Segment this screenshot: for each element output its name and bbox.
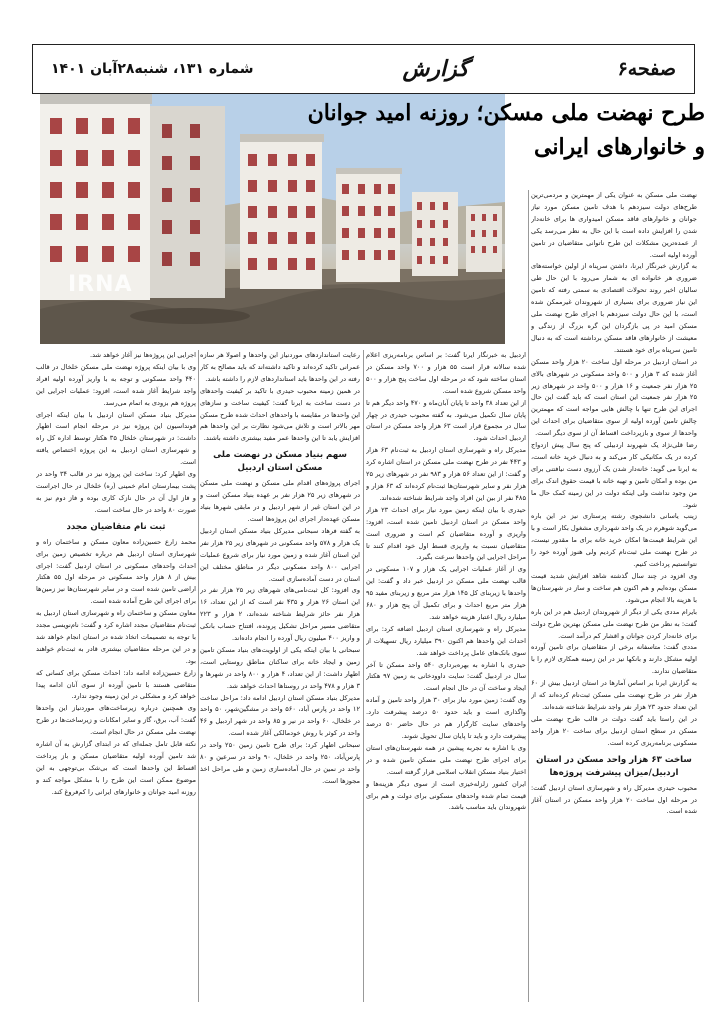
paragraph: در این راستا باید گفت دولت در قالب طرح نهضت ملی مسکن در سطح استان اردبیل برای ساخت ۲۰ هزار واحد مسکونی برنامه‌ریزی کرده است. [531, 714, 697, 747]
paragraph: به گزارش خبرنگار ایرنا، داشتن سرپناه از اولین خواسته‌های ضروری هر خانواده ای به شمار می‌رود با این حال طی سالیان اخیر روند تحولات اقتصادی به سمتی رفته که تامین این نیاز ضروری برای بسیاری از شهروندان غیرممکن شده است، با این حال دولت سیزدهم با اجرای طرح نهضت ملی مسکن امید در پی بازگردان این گره بزرگ از زندگی و معیشت از خانوارهای فاقد مسکن برداشته است که به دنبال تامین سرپناه برای خود هستند. [531, 262, 697, 354]
paragraph: مدیرکل راه و شهرسازی استان اردبیل اضافه کرد: برای احداث این واحدها هم اکنون ۳۹۰ میلیارد ریال تسهیلات از سوی بانک‌های عامل پرداخت خواهد شد. [366, 624, 526, 657]
article-column-4 [36, 350, 196, 1002]
subheading: ثبت نام متقاضیان مجدد [66, 521, 166, 532]
paragraph: مددی گفت: متاسفانه برخی از متقاضیان برای تامین آورده اولیه مشکل دارند و بانکها نیز در این زمینه همکاری لازم را با متقاضیان ندارند. [531, 643, 697, 676]
article-column-2 [366, 350, 526, 1002]
paragraph: مدیرکل بنیاد مسکن استان اردبیل ادامه داد: مراحل ساخت ۱۲ واحد در پارس آباد، ۵۶۰ واحد در مشگین‌شهر، ۵۰ واحد در خلخال، ۶۰ واحد در نیر و ۸۵ واحد در شهر اردبیل و ۴۶ واحد در کوثر با روش خودمالکی آغاز شده است. [200, 693, 360, 738]
paragraph: وی اظهار کرد: ساخت این پروژه نیز در قالب ۳۴ واحد در پشت بیمارستان امام خمینی (ره) خلخال در حال اجراست و فاز اول آن در حال نازک کاری بوده و فاز دوم نیز به صورت ۸۰ واحد در حال ساخت است. [36, 470, 196, 514]
column-divider [198, 350, 199, 1002]
paragraph: وی گفت: زمین مورد نیاز برای ۳۰ هزار واحد تامین و آماده واگذاری است و باید حدود ۵۰ درصد پیشرفت دارد. واحدهای سایت کارگزار هم در حال حاضر ۵۰ درصد پیشرفت دارد و باید تا پایان سال تحویل شوند. [366, 696, 526, 740]
article-column-1 [531, 190, 697, 1002]
paragraph: وی از آغاز عملیات اجرایی یک هزار و ۱۰۷ مسکونی در قالب نهضت ملی مسکن در اردبیل خبر داد و گفت: این واحدها با زیربنای کل ۱۴۵ هزار متر مربع و زیربنای مفید ۹۵ هزار متر مربع احداث و برای تکمیل آن پنج هزار و ۶۸۰ میلیارد ریال اعتبار هزینه خواهد شد. [366, 565, 526, 621]
column-divider [363, 350, 364, 1002]
paragraph: وی با بیان اینکه پروژه نهضت ملی مسکن خلخال در قالب ۴۴۰ واحد مسکونی و توجه به با واریز آورده اولیه افراد واجد شرایط آغاز شده است، افزود: عملیات اجرایی این پروژه هم بزودی به اتمام می‌رسد. [36, 362, 196, 407]
paragraph: بایرام مددی یکی از دیگر از شهروندان اردبیل هم در این باره گفت: به نظر من طرح نهضت ملی مسکن بهترین طرح دولت برای خانه‌دار کردن جوانان و اقشار کم درآمد است. [531, 607, 697, 640]
paragraph: وی افزود: کل ثبت‌نامی‌های شهرهای زیر ۲۵ هزار نفر در این استان ۲۶ هزار و ۴۳۵ نفر است که از این تعداد، ۱۶ هزار نفر حائز شرایط شناخته شده‌اند، ۲ هزار و ۲۲۳ متقاضی مسیر مراحل تشکیل پرونده، افتتاح حساب بانکی و واریز ۴۰۰ میلیون ریال آورده را انجام داده‌اند. [200, 586, 360, 643]
section-title: گزارش [402, 56, 469, 82]
paragraph: سبحانی با بیان اینکه یکی از اولویت‌های بنیاد مسکن تامین زمین و ایجاد خانه برای ساکنان مناطق روستایی است، اظهار داشت: از این تعداد، ۴ هزار و ۸۰۰ واحد در شهرها و ۳ هزار و ۴۷۸ واحد در روستاها احداث خواهد شد. [200, 645, 360, 690]
paragraph: اردبیل به خبرنگار ایرنا گفت: بر اساس برنامه‌ریزی اعلام شده سالانه قرار است ۵۵ هزار و ۷۰۰ واحد مسکن در استان ساخته شود که در مرحله اول ساخت پنج هزار و ۵۰۰ واحد مسکن شروع شده است. [366, 351, 526, 395]
paragraph: زینب یاسانی دانشجوی رشته پرستاری نیز در این باره می‌گوید شوهرم در یک واحد شهرداری مشغول بکار است و با این شرایط قیمت‌ها امکان خرید خانه برای ما مقدور نیست، در طرح نهضت ملی ثبت‌نام کردیم ولی هنوز آورده خود را نتوانستیم پرداخت کنیم. [531, 512, 697, 569]
paragraph: در همین زمینه محبوب حیدری با تاکید بر کیفیت واحدهای در دست ساخت به ایرنا گفت: کیفیت ساخت و سازهای این واحدها در مقایسه با واحدهای احداث شده طرح مسکن مهر بالاتر است و تلاش می‌شود نظارت بر این واحدها هم افزایش یابد تا این واحدها عمر مفید بیشتری داشته باشند. [200, 386, 360, 443]
subheading: سهم بنیاد مسکن در نهضت ملی مسکن استان اردبیل [213, 450, 347, 474]
paragraph: در استان اردبیل در مرحله اول ساخت ۲۰ هزار واحد مسکن آغاز شده که ۳ هزار و ۵۰۰ واحد مسکونی در شهرهای بالای ۲۵ هزار نفر جمعیت و ۱۶ هزار و ۵۰۰ واحد در شهرهای زیر ۲۵ هزار نفر جمعیت این استان است که باید گفت این حال اجرای این طرح تنها با چالش هایی مواجه است که مهمترین چالش تامین آورده اولیه از سوی متقاضیان برای احداث این واحدها از سوی و بازپرداخت اقساط آن از سوی دیگر است. [531, 357, 697, 438]
paragraph: حیدری با اشاره به بهره‌برداری ۵۴۰ واحد مسکن تا آخر سال در اردبیل گفت: سایت داوودخانی به زمین ۹۷ هکتار ایجاد و ساخت آن در حال انجام است. [366, 660, 526, 693]
paragraph: مدیرکل بنیاد مسکن استان اردبیل با بیان اینکه اجرای فونداسیون این پروژه نیز در مرحله انجام است اظهار داشت: در شهرستان خلخال ۳۵ هکتار توسط اداره کل راه و شهرسازی استان اردبیل به این پروژه اختصاص یافته است. [36, 410, 196, 467]
paragraph: رضا قلی‌نژاد یک شهروند اردبیلی که پنج سال پیش ازدواج کرده در یک مکانیکی کار می‌کند و به دنبال خرید خانه است، به ایرنا می گوید: خانه‌دار شدن یک آرزوی دست نیافتنی برای من بوده و امکان تامین و تهیه خانه با قیمت حقوق اندک برای من وجود نداشت ولی اینکه دولت در این زمینه کمک حال ما شود. [531, 441, 697, 509]
paragraph: محبوب حیدری مدیرکل راه و شهرسازی استان اردبیل گفت: در مرحله اول ساخت ۲۰ هزار واحد مسکن در استان آغاز شده است. [531, 783, 697, 816]
irna-logo: IRNA [68, 272, 133, 297]
paragraph: به گفته فرهاد سبحانی مدیرکل بنیاد مسکن استان اردبیل یک هزار و ۵۷۸ واحد مسکونی در شهرهای زیر ۲۵ هزار نفر این استان آغاز شده و زمین مورد نیاز برای شروع عملیات اجرایی ۸۰۰ واحد مسکونی دیگر در مناطق مختلف این استان در دست آماده‌سازی است. [200, 526, 360, 583]
paragraph: از این تعداد ۳۸ واحد تا پایان آبان‌ماه و ۴۷۰ واحد دیگر هم تا پایان سال تکمیل می‌شود. به گفته محبوب حیدری در چهار سال در مجموع قرار است ۶۳ هزار واحد مسکن در استان اردبیل احداث شود. [366, 398, 526, 443]
article-column-3 [200, 350, 360, 1002]
paragraph: نهضت ملی مسکن به عنوان یکی از مهمترین و مردمی‌ترین طرح‌های دولت سیزدهم با هدف تامین مسکن مورد نیاز جوانان و خانوارهای فاقد مسکن امیدواری ها برای خانه‌دار شدن را افزایش داده است با این حال به نظر می‌رسد یکی از عمده‌ترین مشکلات این طرح ناتوانی متقاضیان در تامین آورده اولیه است. [531, 191, 697, 259]
paragraph: وی افزود در چند سال گذشته شاهد افزایش شدید قیمت مسکن بوده‌ایم و هم اکنون هم ساخت و ساز در شهرستان‌ها با هزینه بالا انجام می‌شود. [531, 572, 697, 604]
paragraph: نکته قابل تامل جمله‌ای که در ابتدای گزارش به آن اشاره شد تامین آورده اولیه متقاضیان مسکن و باز پرداخت اقساط این واحدها است که بی‌شک بی‌توجهی به این موضوع ممکن است این طرح را با مشکل مواجه کند و روزنه امید جوانان و خانوارهای ایرانی را کم‌فروغ کند. [36, 740, 196, 796]
issue-info: شماره ۱۳۱، شنبه۲۸آبان ۱۴۰۱ [51, 61, 254, 77]
paragraph: حیدری با بیان اینکه زمین مورد نیاز برای احداث ۲۳ هزار واحد مسکن در استان اردبیل تامین شده است، افزود: واریزی و آورده متقاضیان کم است و ضروری است متقاضیان نسبت به واریزی قسط اول خود اقدام کنند تا مراحل اجرایی این واحدها سرعت بگیرد. [366, 505, 526, 562]
page-number: صفحه۶ [617, 58, 676, 80]
paragraph: ایران کشور زلزله‌خیزی است از سوی دیگر هزینه‌ها و قیمت تمام شده واحدهای مسکونی برای دولت و هم برای شهروندان باید مناسب باشد. [366, 779, 526, 812]
paragraph: اجرایی این پروژه‌ها نیز آغاز خواهد شد. [89, 351, 196, 359]
headline: طرح نهضت ملی مسکن؛ روزنه امید جوانان و خانوارهای ایرانی [307, 100, 705, 160]
paragraph: معاون مسکن و ساختمان راه و شهرسازی استان اردبیل به ثبت‌نام متقاضیان مجدد اشاره کرد و گفت: نام‌نویسی مجدد با توجه به تصمیمات اتخاذ شده در استان انجام خواهد شد و در این مرحله متقاضیان بیشتری قادر به ثبت‌نام خواهند بود. [36, 609, 196, 665]
subheading: ساخت ۶۳ هزار واحد مسکن در استان اردبیل/میزان پیشرفت پروژه‌ها [536, 754, 692, 778]
paragraph: محمد زارع حسین‌زاده معاون مسکن و ساختمان راه و شهرسازی استان اردبیل هم درباره تخصیص زمین برای احداث واحدهای مسکونی در استان اردبیل گفت: اجرای بیش از ۸ هزار واحد مسکونی در مرحله اول ۵۵ هکتار اراضی تامین شده است و در سایر شهرستان‌ها نیز زمین‌ها برای اجرای این طرح آماده شده است. [36, 537, 196, 606]
paragraph: سبحانی اظهار کرد: برای طرح تامین زمین ۲۵۰ واحد در پارس‌آباد، ۲۵۰ واحد در خلخال، ۹۰ واحد در سرعین و ۸۰ واحد در نمین در حال آماده‌سازی زمین و طی مراحل اخذ مجوزها است. [200, 741, 360, 785]
paragraph: زارع حسین‌زاده ادامه داد: احداث مسکن برای کسانی که متقاضی هستند با تامین آورده از سوی آنان ادامه پیدا خواهد کرد و مشکلی در این زمینه وجود ندارد. [36, 668, 196, 701]
paragraph: اجرای پروژه‌های اقدام ملی مسکن و نهضت ملی مسکن در شهرهای زیر ۲۵ هزار نفر بر عهده بنیاد مسکن است و در این استان غیر از شهر اردبیل و در مابقی شهرها بنیاد مسکن عهده‌دار اجرای این پروژه‌ها است. [200, 479, 360, 523]
page-header [32, 44, 695, 94]
paragraph: وی همچنین درباره زیرساخت‌های موردنیاز این واحدها گفت: آب، برق، گاز و سایر امکانات و زیرساخت‌ها در طرح نهضت ملی مسکن در حال انجام است. [36, 704, 196, 737]
paragraph: وی با اشاره به تجربه پیشین در همه شهرستان‌های استان برای اجرای طرح نهضت ملی مسکن تامین شده و در اختیار بنیاد مسکن انقلاب اسلامی قرار گرفته است. [366, 743, 526, 776]
paragraph: رعایت استانداردهای موردنیاز این واحدها و اصولا هر سازه عمرانی تاکید کرده‌اند و تاکید داشته‌اند که باید مصالح به کار رفته در این واحدها باید استانداردهای لازم را داشته باشد. [200, 351, 360, 383]
column-divider [528, 190, 529, 1002]
paragraph: مدیرکل راه و شهرسازی استان اردبیل به ثبت‌نام ۶۳ هزار و ۴۴۳ نفر در طرح نهضت ملی مسکن در استان اشاره کرد و گفت: از این تعداد ۵۶ هزار و ۹۸۳ نفر در شهرهای زیر ۲۵ هزار نفر و سایر شهرستان‌ها ثبت‌نام کرده‌اند که ۶۳ هزار و ۴۸۵ نفر از بین این افراد واجد شرایط شناخته شده‌اند. [366, 446, 526, 502]
paragraph: به گزارش ایرنا بر اساس آمارها در استان اردبیل بیش از ۶۰ هزار نفر در طرح نهضت ملی مسکن ثبت‌نام کرده‌اند که از این تعداد حدود ۲۳ هزار نفر واجد شرایط شناخته شده‌اند. [531, 679, 697, 711]
